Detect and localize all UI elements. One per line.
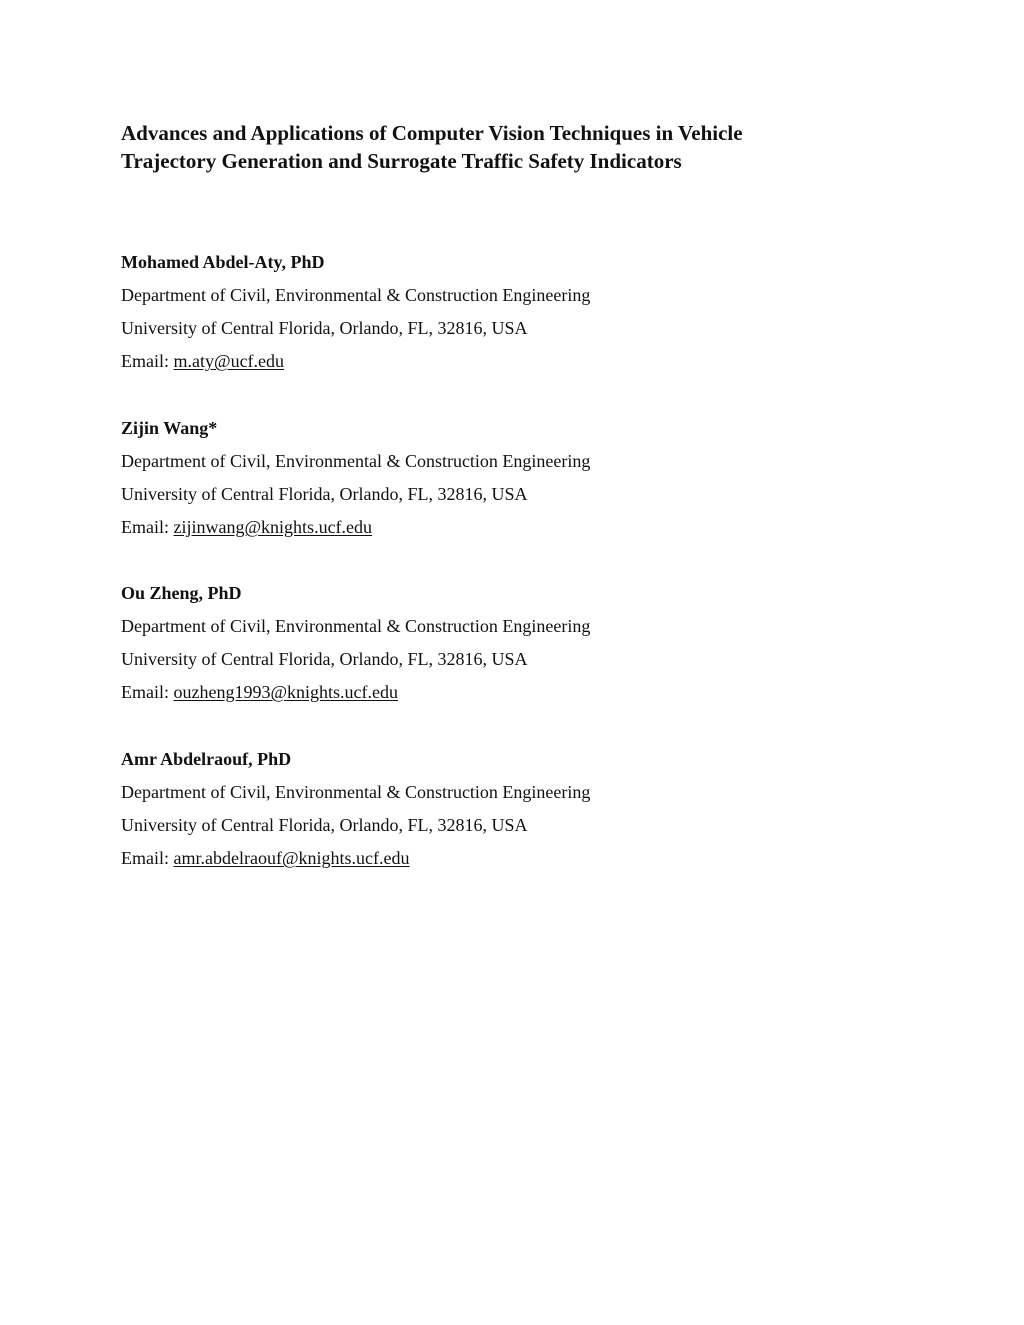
author-email-line — [121, 676, 881, 709]
author-name: Mohamed Abdel-Aty, PhD — [121, 252, 325, 272]
paper-title-line-2: Trajectory Generation and Surrogate Traffic Safety Indicators — [121, 149, 682, 173]
author-email-line — [121, 345, 881, 378]
author-university: University of Central Florida, Orlando, FL, 32816, USA — [121, 318, 528, 338]
author-email-label: Email: — [121, 351, 174, 371]
author-department: Department of Civil, Environmental & Construction Engineering — [121, 285, 591, 305]
author-department: Department of Civil, Environmental & Construction Engineering — [121, 616, 591, 636]
author-email-label: Email: — [121, 517, 174, 537]
paper-title-line-1: Advances and Applications of Computer Vision Techniques in Vehicle — [121, 121, 743, 145]
author-university: University of Central Florida, Orlando, FL, 32816, USA — [121, 815, 528, 835]
author-name: Ou Zheng, PhD — [121, 583, 242, 603]
author-block-wang — [121, 412, 881, 544]
author-block-abdel-aty — [121, 246, 881, 378]
author-department: Department of Civil, Environmental & Construction Engineering — [121, 451, 591, 471]
author-university: University of Central Florida, Orlando, FL, 32816, USA — [121, 484, 528, 504]
author-name: Amr Abdelraouf, PhD — [121, 749, 292, 769]
author-block-abdelraouf — [121, 743, 881, 875]
author-email-link[interactable]: m.aty@ucf.edu — [173, 351, 285, 371]
author-email-line — [121, 511, 881, 544]
author-email-link[interactable]: amr.abdelraouf@knights.ucf.edu — [173, 848, 410, 868]
paper-title — [121, 119, 901, 175]
author-email-line — [121, 842, 881, 875]
author-email-link[interactable]: ouzheng1993@knights.ucf.edu — [173, 682, 399, 702]
author-department: Department of Civil, Environmental & Construction Engineering — [121, 782, 591, 802]
author-email-label: Email: — [121, 848, 174, 868]
author-email-label: Email: — [121, 682, 174, 702]
author-email-link[interactable]: zijinwang@knights.ucf.edu — [173, 517, 373, 537]
author-block-zheng — [121, 577, 881, 709]
author-name: Zijin Wang* — [121, 418, 218, 438]
author-university: University of Central Florida, Orlando, FL, 32816, USA — [121, 649, 528, 669]
